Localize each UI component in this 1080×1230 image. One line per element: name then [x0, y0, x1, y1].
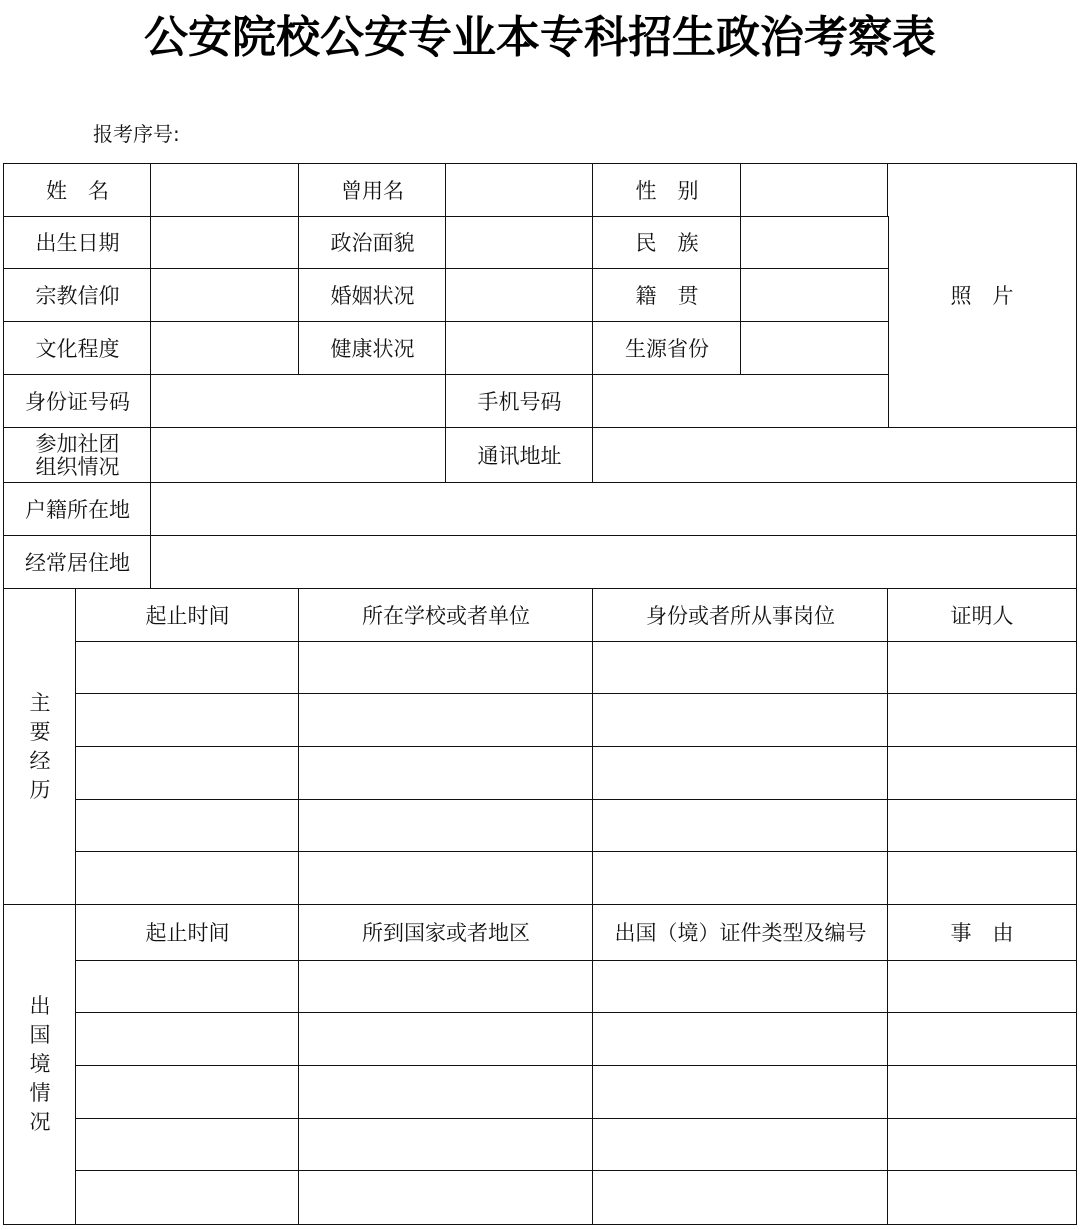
experience-row-1-unit[interactable]	[298, 641, 594, 695]
abroad-label-char: 国	[29, 1023, 51, 1047]
label-organizations	[3, 427, 152, 484]
label-education: 文化程度	[3, 321, 152, 376]
abroad-row-2-document[interactable]	[592, 1012, 889, 1067]
mobile-field[interactable]	[592, 374, 889, 429]
native-place-field[interactable]	[740, 268, 889, 323]
residence-field[interactable]	[150, 535, 1077, 590]
abroad-row-3-reason[interactable]	[887, 1065, 1077, 1120]
experience-row-5-unit[interactable]	[298, 851, 594, 906]
label-political-status: 政治面貌	[298, 216, 447, 270]
experience-row-5-period[interactable]	[75, 851, 300, 906]
abroad-row-5-document[interactable]	[592, 1170, 889, 1225]
abroad-row-5-period[interactable]	[75, 1170, 300, 1225]
mailing-address-field[interactable]	[592, 427, 1077, 484]
abroad-row-2-period[interactable]	[75, 1012, 300, 1067]
experience-row-2-position[interactable]	[592, 693, 889, 748]
religion-field[interactable]	[150, 268, 300, 323]
experience-row-3-period[interactable]	[75, 746, 300, 801]
abroad-header-reason: 事 由	[887, 904, 1077, 962]
label-source-province: 生源省份	[592, 321, 742, 376]
name-field[interactable]	[150, 163, 300, 218]
experience-header-school-or-unit: 所在学校或者单位	[298, 588, 594, 643]
abroad-row-4-period[interactable]	[75, 1118, 300, 1172]
abroad-header-document: 出国（境）证件类型及编号	[592, 904, 889, 962]
abroad-row-1-reason[interactable]	[887, 960, 1077, 1014]
abroad-row-1-destination[interactable]	[298, 960, 594, 1014]
abroad-row-1-period[interactable]	[75, 960, 300, 1014]
experience-row-4-period[interactable]	[75, 799, 300, 853]
abroad-row-4-destination[interactable]	[298, 1118, 594, 1172]
label-former-name: 曾用名	[298, 163, 447, 218]
label-household-registration: 户籍所在地	[3, 482, 152, 537]
experience-row-3-position[interactable]	[592, 746, 889, 801]
household-registration-field[interactable]	[150, 482, 1077, 537]
experience-row-2-unit[interactable]	[298, 693, 594, 748]
birth-date-field[interactable]	[150, 216, 300, 270]
abroad-row-4-reason[interactable]	[887, 1118, 1077, 1172]
label-organizations-line1: 参加社团	[35, 431, 120, 456]
label-gender: 性 别	[592, 163, 742, 218]
label-health: 健康状况	[298, 321, 447, 376]
abroad-row-5-destination[interactable]	[298, 1170, 594, 1225]
experience-row-4-witness[interactable]	[887, 799, 1077, 853]
label-mobile: 手机号码	[445, 374, 594, 429]
source-province-field[interactable]	[740, 321, 889, 376]
id-number-field[interactable]	[150, 374, 447, 429]
label-religion: 宗教信仰	[3, 268, 152, 323]
abroad-row-2-destination[interactable]	[298, 1012, 594, 1067]
abroad-row-3-document[interactable]	[592, 1065, 889, 1120]
abroad-label-char: 出	[29, 994, 51, 1018]
experience-row-1-position[interactable]	[592, 641, 889, 695]
abroad-row-2-reason[interactable]	[887, 1012, 1077, 1067]
experience-label-char: 要	[29, 720, 51, 744]
experience-row-1-witness[interactable]	[887, 641, 1077, 695]
experience-row-4-position[interactable]	[592, 799, 889, 853]
experience-header-position: 身份或者所从事岗位	[592, 588, 889, 643]
experience-row-3-unit[interactable]	[298, 746, 594, 801]
label-name: 姓 名	[3, 163, 152, 218]
experience-header-period: 起止时间	[75, 588, 300, 643]
organizations-field[interactable]	[150, 427, 447, 484]
marital-status-field[interactable]	[445, 268, 594, 323]
abroad-row-3-destination[interactable]	[298, 1065, 594, 1120]
experience-row-2-period[interactable]	[75, 693, 300, 748]
serial-number-label: 报考序号:	[93, 122, 180, 146]
abroad-header-period: 起止时间	[75, 904, 300, 962]
label-residence: 经常居住地	[3, 535, 152, 590]
experience-section-label	[3, 588, 77, 906]
label-ethnicity: 民 族	[592, 216, 742, 270]
label-id-number: 身份证号码	[3, 374, 152, 429]
experience-row-5-witness[interactable]	[887, 851, 1077, 906]
experience-label-char: 历	[29, 778, 51, 802]
abroad-label-char: 情	[29, 1081, 51, 1105]
abroad-row-1-document[interactable]	[592, 960, 889, 1014]
label-birth-date: 出生日期	[3, 216, 152, 270]
health-field[interactable]	[445, 321, 594, 376]
experience-label-char: 主	[29, 691, 51, 715]
experience-row-4-unit[interactable]	[298, 799, 594, 853]
experience-row-2-witness[interactable]	[887, 693, 1077, 748]
experience-row-3-witness[interactable]	[887, 746, 1077, 801]
abroad-row-5-reason[interactable]	[887, 1170, 1077, 1225]
abroad-section-label	[3, 904, 77, 1225]
education-field[interactable]	[150, 321, 300, 376]
page-title: 公安院校公安专业本专科招生政治考察表	[144, 12, 936, 63]
gender-field[interactable]	[740, 163, 889, 218]
abroad-label-char: 况	[29, 1110, 51, 1134]
political-status-field[interactable]	[445, 216, 594, 270]
experience-header-witness: 证明人	[887, 588, 1077, 643]
label-organizations-line2: 组织情况	[35, 454, 120, 479]
abroad-row-4-document[interactable]	[592, 1118, 889, 1172]
abroad-row-3-period[interactable]	[75, 1065, 300, 1120]
experience-row-5-position[interactable]	[592, 851, 889, 906]
label-mailing-address: 通讯地址	[445, 427, 594, 484]
ethnicity-field[interactable]	[740, 216, 889, 270]
experience-row-1-period[interactable]	[75, 641, 300, 695]
photo-box[interactable]: 照 片	[887, 163, 1077, 429]
experience-label-char: 经	[29, 749, 51, 773]
former-name-field[interactable]	[445, 163, 594, 218]
abroad-header-destination: 所到国家或者地区	[298, 904, 594, 962]
abroad-label-char: 境	[29, 1052, 51, 1076]
label-marital-status: 婚姻状况	[298, 268, 447, 323]
label-native-place: 籍 贯	[592, 268, 742, 323]
